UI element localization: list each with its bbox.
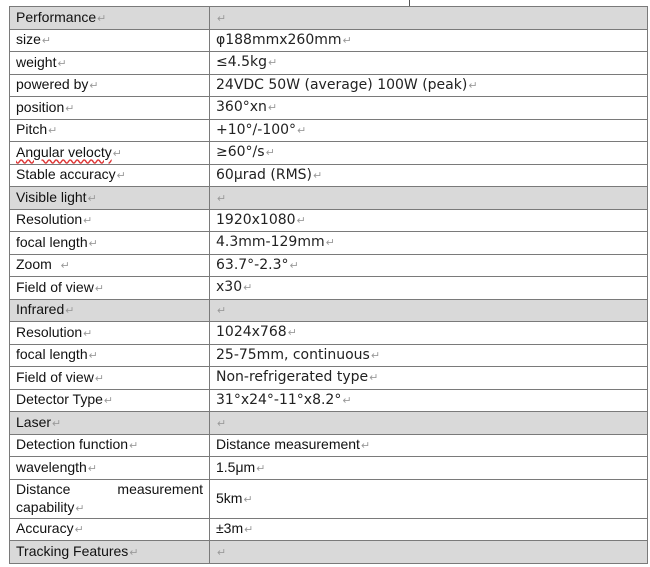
section-value-empty: ↵ [210,299,648,322]
row-value: Non-refrigerated type↵ [210,367,648,390]
table-row [10,434,648,457]
table-row [10,97,648,120]
row-label: focal length↵ [10,232,210,255]
section-header-performance [10,7,648,30]
table-row [10,74,648,97]
section-title: Laser↵ [10,412,210,435]
section-title: Tracking Features↵ [10,541,210,564]
section-header-laser [10,412,648,435]
row-value: 4.3mm-129mm↵ [210,232,648,255]
row-value: 25-75mm, continuous↵ [210,344,648,367]
section-header-tracking-features [10,541,648,564]
row-label: Zoom ↵ [10,254,210,277]
row-value: 1024x768↵ [210,322,648,345]
table-row [10,52,648,75]
section-value-empty: ↵ [210,187,648,210]
table-row [10,389,648,412]
row-label: Field of view↵ [10,277,210,300]
section-title: Visible light↵ [10,187,210,210]
row-value: 31°x24°-11°x8.2°↵ [210,389,648,412]
row-label: powered by↵ [10,74,210,97]
table-row [10,344,648,367]
row-label: Pitch↵ [10,119,210,142]
row-label-line-1: Distance measurement [16,480,203,497]
row-value: Distance measurement↵ [210,434,648,457]
row-value: +10°/-100°↵ [210,119,648,142]
table-row [10,164,648,187]
row-value: ≥60°/s↵ [210,142,648,165]
row-value: φ188mmx260mm↵ [210,29,648,52]
row-label: Detector Type↵ [10,389,210,412]
row-value: 1.5μm↵ [210,457,648,480]
table-row [10,119,648,142]
table-row [10,29,648,52]
section-value-empty: ↵ [210,412,648,435]
row-label: Angular velocty↵ [10,142,210,165]
table-row [10,254,648,277]
row-label: Accuracy↵ [10,518,210,541]
table-row [10,518,648,541]
section-value-empty: ↵ [210,541,648,564]
row-label: size↵ [10,29,210,52]
row-label: position↵ [10,97,210,120]
section-header-visible-light [10,187,648,210]
table-row [10,457,648,480]
table-row [10,479,648,518]
row-value: ±3m↵ [210,518,648,541]
section-header-infrared [10,299,648,322]
row-value: x30↵ [210,277,648,300]
section-value-empty: ↵ [210,7,648,30]
row-value: 5km↵ [210,479,648,518]
row-label: Detection function↵ [10,434,210,457]
row-value: 360°xn↵ [210,97,648,120]
row-label: weight↵ [10,52,210,75]
section-title: Performance↵ [10,7,210,30]
row-value: 1920x1080↵ [210,209,648,232]
spec-table [9,6,648,564]
row-label: Resolution↵ [10,322,210,345]
table-row [10,142,648,165]
section-title: Infrared↵ [10,299,210,322]
row-label: Field of view↵ [10,367,210,390]
row-value: 63.7°-2.3°↵ [210,254,648,277]
row-value: ≤4.5kg↵ [210,52,648,75]
row-label: wavelength↵ [10,457,210,480]
row-label [10,479,210,518]
table-row [10,232,648,255]
table-row [10,277,648,300]
row-label: focal length↵ [10,344,210,367]
row-value: 60μrad (RMS)↵ [210,164,648,187]
table-row [10,367,648,390]
table-row [10,209,648,232]
table-row [10,322,648,345]
row-label-line-2: capability↵ [16,498,85,515]
row-value: 24VDC 50W (average) 100W (peak)↵ [210,74,648,97]
row-label: Resolution↵ [10,209,210,232]
row-label: Stable accuracy↵ [10,164,210,187]
